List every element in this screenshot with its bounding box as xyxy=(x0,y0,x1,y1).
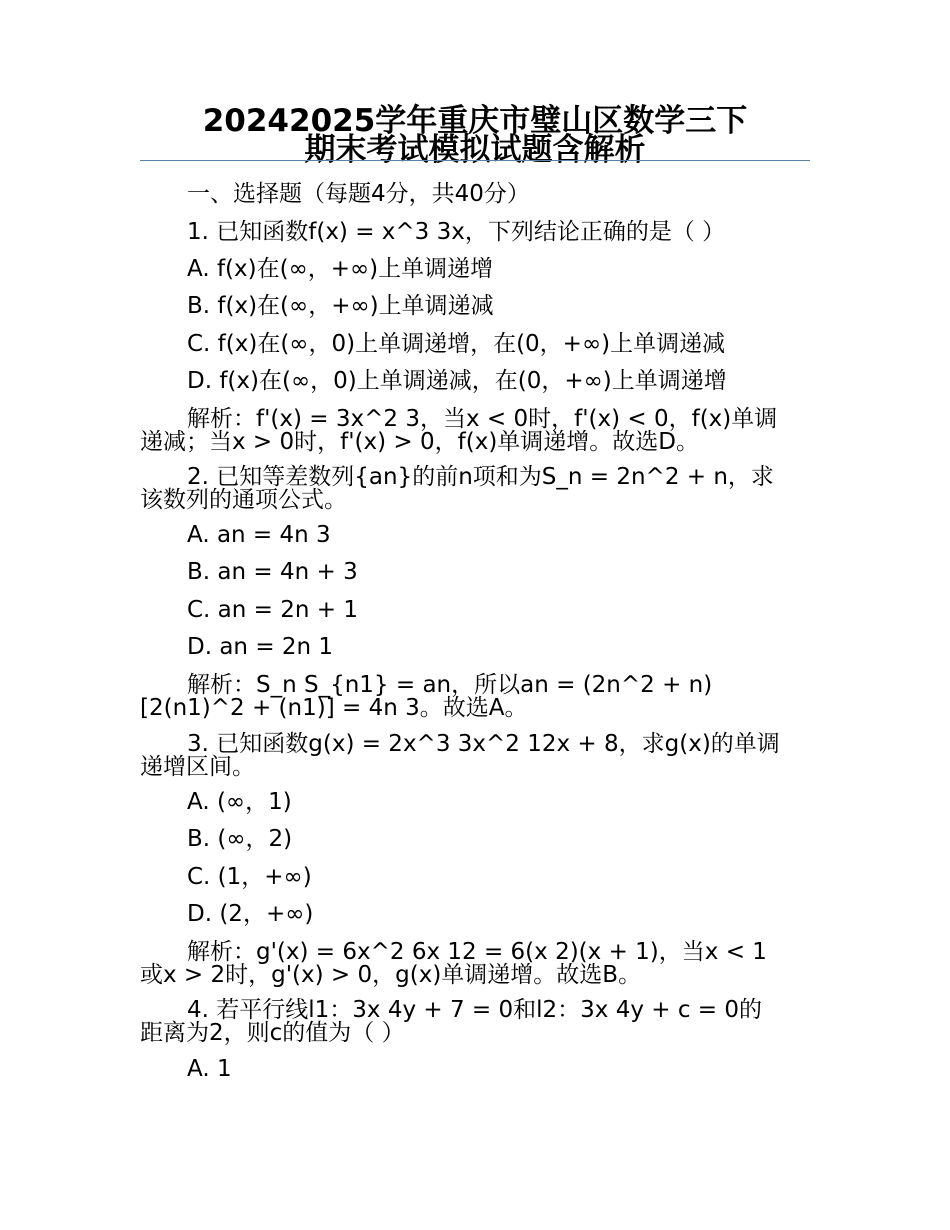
question-1-option-b: B. f(x)在(∞，+∞)上单调递减 xyxy=(187,293,494,319)
question-1-analysis-line-2: 递减；当x > 0时，f'(x) > 0，f(x)单调递增。故选D。 xyxy=(140,429,700,455)
question-2-option-b: B. an = 4n + 3 xyxy=(187,559,358,585)
question-1-option-a: A. f(x)在(∞，+∞)上单调递增 xyxy=(187,256,494,282)
question-2-analysis-line-1: 解析：S_n S_{n1} = an，所以an = (2n^2 + n) xyxy=(187,672,713,698)
title-line-2: 期末考试模拟试题含解析 xyxy=(304,132,646,168)
question-3-option-d: D. (2，+∞) xyxy=(187,901,314,927)
question-4-option-a: A. 1 xyxy=(187,1056,232,1082)
question-3-analysis-line-2: 或x > 2时，g'(x) > 0，g(x)单调递增。故选B。 xyxy=(140,962,642,988)
question-3-analysis-line-1: 解析：g'(x) = 6x^2 6x 12 = 6(x 2)(x + 1)，当x < 1 xyxy=(187,939,767,965)
title-line-1: 20242025学年重庆市璧山区数学三下 xyxy=(202,103,748,139)
section-heading: 一、选择题（每题4分，共40分） xyxy=(187,181,530,207)
question-1-analysis-line-1: 解析：f'(x) = 3x^2 3，当x < 0时，f'(x) < 0，f(x)单调 xyxy=(187,406,778,432)
title-divider xyxy=(140,160,810,161)
question-2-stem-line-2: 该数列的通项公式。 xyxy=(140,487,347,513)
question-1-stem: 1. 已知函数f(x) = x^3 3x，下列结论正确的是（ ） xyxy=(187,219,726,245)
question-1-option-c: C. f(x)在(∞，0)上单调递增，在(0，+∞)上单调递减 xyxy=(187,331,726,357)
question-2-stem-line-1: 2. 已知等差数列{an}的前n项和为S_n = 2n^2 + n，求 xyxy=(187,464,774,490)
question-2-option-c: C. an = 2n + 1 xyxy=(187,597,358,623)
question-3-stem-line-2: 递增区间。 xyxy=(140,754,255,780)
question-4-stem-line-2: 距离为2，则c的值为（ ） xyxy=(140,1020,405,1046)
question-2-option-d: D. an = 2n 1 xyxy=(187,634,334,660)
question-4-stem-line-1: 4. 若平行线l1：3x 4y + 7 = 0和l2：3x 4y + c = 0的 xyxy=(187,997,763,1023)
question-2-option-a: A. an = 4n 3 xyxy=(187,522,331,548)
question-3-option-a: A. (∞，1) xyxy=(187,789,292,815)
question-3-stem-line-1: 3. 已知函数g(x) = 2x^3 3x^2 12x + 8，求g(x)的单调 xyxy=(187,731,780,757)
question-3-option-b: B. (∞，2) xyxy=(187,826,293,852)
question-3-option-c: C. (1，+∞) xyxy=(187,864,312,890)
question-2-analysis-line-2: [2(n1)^2 + (n1)] = 4n 3。故选A。 xyxy=(140,695,528,721)
question-1-option-d: D. f(x)在(∞，0)上单调递减，在(0，+∞)上单调递增 xyxy=(187,368,727,394)
